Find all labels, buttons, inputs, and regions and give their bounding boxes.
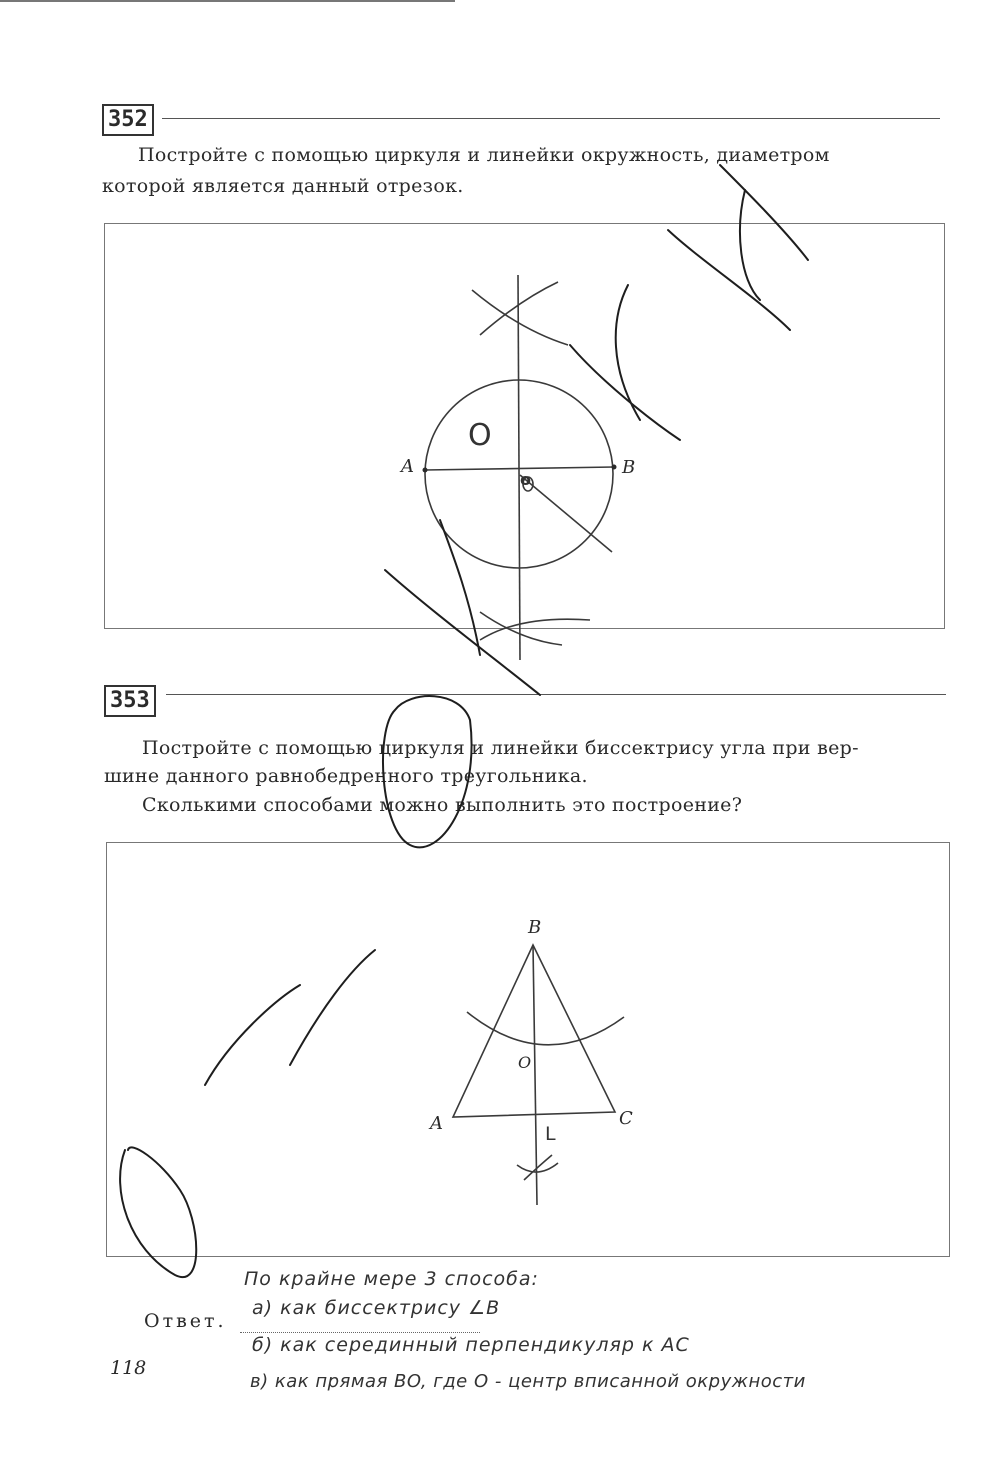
label-center-o-hand: O [468,418,493,453]
answer-hand-line4: в) как прямая BO, где O - центр вписанной окружности [250,1371,806,1392]
watermark-stroke-6 [440,520,480,655]
arc-from-vertex [467,1012,624,1045]
task-353-construction [453,945,624,1205]
bisector-line [533,945,537,1205]
task-352-number: 352 [102,104,154,136]
point-a-dot [423,468,428,473]
label-point-l-353: L [545,1123,557,1145]
page-number: 118 [110,1357,147,1379]
watermark-stroke-10 [720,165,808,260]
label-point-c-353: C [619,1108,633,1129]
point-b-dot [612,465,617,470]
label-point-b-352: B [622,457,636,478]
task-352-construction [425,275,614,660]
watermark-stroke-3 [290,950,375,1065]
watermark-stroke-11 [740,190,760,300]
watermark-stroke-9 [668,230,790,330]
answer-hand-line1: По крайне мере 3 способа: [244,1268,539,1290]
task-353-number: 353 [104,685,156,717]
label-point-o-353: O [518,1053,532,1072]
watermark-stroke-4 [383,696,472,847]
handwritten-watermark [120,165,808,1277]
label-center-o-mark: o [520,470,532,489]
task-352-text-line1: Постройте с помощью циркуля и линейки окружность, диаметром [138,144,830,166]
task-353-text-line1: Постройте с помощью циркуля и линейки биссектрису угла при вер- [142,737,859,759]
arc-upper-left [472,290,568,345]
label-point-b-353: B [528,917,542,938]
arc-lower-right [480,612,562,645]
label-point-a-353: A [430,1113,443,1134]
arc-below-base-2 [524,1155,552,1180]
watermark-stroke-1 [120,1147,196,1277]
answer-dotted-line [240,1332,480,1333]
task-352-text-line2: которой является данный отрезок. [102,175,464,197]
answer-hand-line3: б) как серединный перпендикуляр к AC [252,1334,690,1356]
label-point-a-352: A [401,456,414,477]
watermark-stroke-7 [570,345,680,440]
task-353-text-line2: шине данного равнобедренного треугольника. [104,765,588,787]
radius-line [520,475,612,552]
task-353-text-line3: Сколькими способами можно выполнить это построение? [142,794,743,816]
answer-hand-line2: а) как биссектрису ∠B [252,1297,501,1319]
answer-label: Ответ. [144,1310,227,1332]
watermark-stroke-2 [205,985,300,1085]
perpendicular-bisector [518,275,520,660]
